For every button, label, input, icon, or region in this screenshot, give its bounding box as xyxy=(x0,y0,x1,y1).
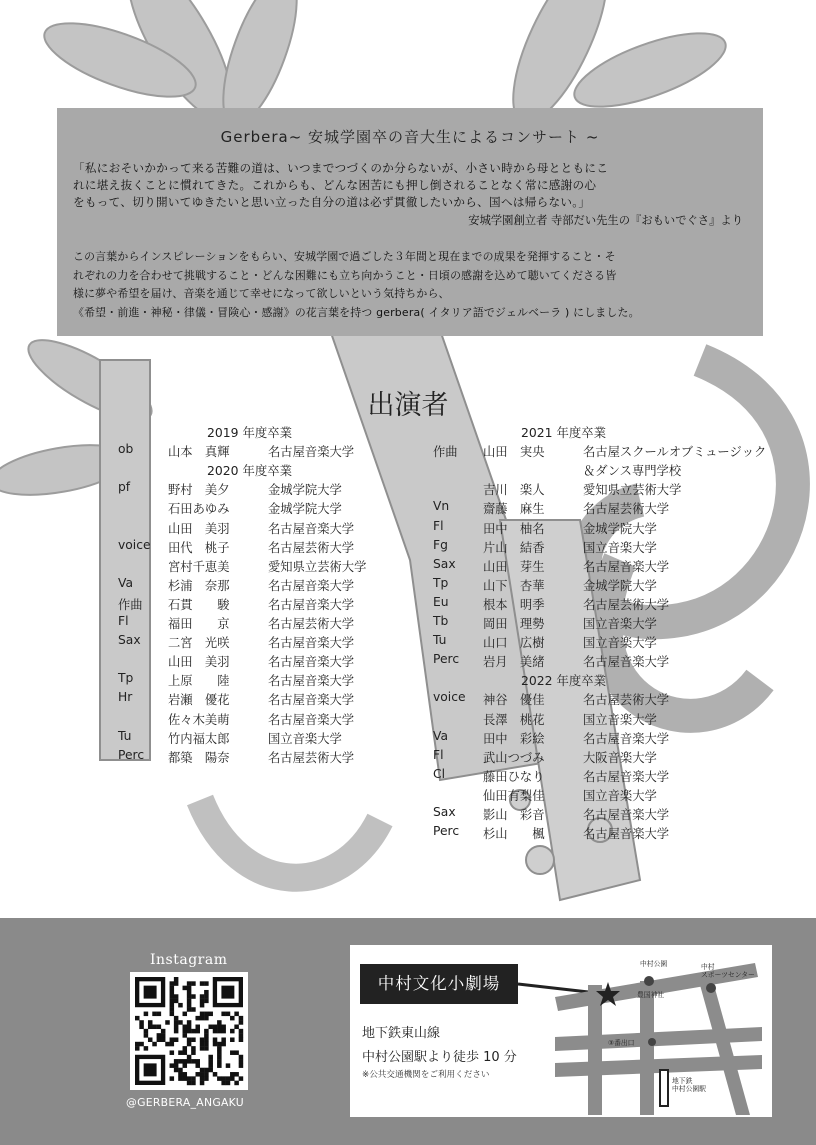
cast-name: 石貫 駿 xyxy=(168,597,230,612)
concept-line: この言葉からインスピレーションをもらい、安城学園で過ごした３年間と現在までの成果を発揮すること・そ xyxy=(73,250,616,263)
sports-center-marker-icon xyxy=(706,983,716,993)
cast-school: 名古屋芸術大学 xyxy=(583,597,670,612)
cast-name: 山口 広樹 xyxy=(483,636,545,651)
concept-line: れぞれの力を合わせて挑戦すること・どんな困難にも立ち向かうこと・日頃の感謝を込めて聴いてくださる皆 xyxy=(73,268,617,282)
cast-row xyxy=(118,729,418,747)
cast-school: 名古屋音楽大学 xyxy=(268,521,355,536)
graduation-year-heading: 2019 年度卒業 xyxy=(207,425,293,440)
cast-school: 金城学院大学 xyxy=(268,483,342,498)
concept-line: 《希望・前進・神秘・律儀・冒険心・感謝》の花言葉を持つ gerbera( イタリア語でジェルベーラ ) にしました。 xyxy=(73,305,640,319)
cast-row xyxy=(118,748,418,766)
cast-name: 二宮 光咲 xyxy=(168,636,230,651)
cast-name: 福田 京 xyxy=(168,617,230,631)
cast-instrument: Cl xyxy=(433,766,446,781)
exit-marker-icon xyxy=(648,1038,656,1046)
cast-school: 国立音楽大学 xyxy=(268,731,342,746)
cast-instrument: 作曲 xyxy=(433,445,458,460)
cast-name: 岩瀬 優花 xyxy=(168,693,230,708)
cast-name: 田中 柚名 xyxy=(483,521,545,536)
cast-instrument: Perc xyxy=(118,747,145,762)
cast-instrument: Eu xyxy=(433,594,449,609)
cast-school: 名古屋スクールオブミュージック xyxy=(583,445,767,460)
map-label-sports-center: 中村 スポーツセンター xyxy=(701,963,755,979)
cast-school: 名古屋音楽大学 xyxy=(268,693,355,708)
cast-name: 長澤 桃花 xyxy=(483,712,545,727)
cast-instrument: Sax xyxy=(433,556,456,571)
cast-school: 名古屋音楽大学 xyxy=(583,559,670,574)
cast-row xyxy=(118,710,418,728)
quote-line: 「私におそいかかって来る苦難の道は、いつまでつづくのか分らないが、小さい時から母とともにこ xyxy=(73,161,609,175)
cast-row xyxy=(433,519,763,537)
cast-school: 名古屋芸術大学 xyxy=(583,502,670,517)
cast-instrument: Fl xyxy=(433,747,444,762)
cast-school: 名古屋芸術大学 xyxy=(268,540,355,555)
graduation-year-heading: 2021 年度卒業 xyxy=(521,425,607,440)
cast-school: 名古屋音楽大学 xyxy=(583,655,670,670)
cast-row xyxy=(118,633,418,651)
cast-instrument: Vn xyxy=(433,499,450,514)
cast-instrument: Perc xyxy=(433,824,460,839)
cast-school: 国立音楽大学 xyxy=(583,712,657,727)
cast-school: ＆ダンス専門学校 xyxy=(583,464,682,479)
cast-row xyxy=(118,576,418,594)
cast-name: 田中 彩絵 xyxy=(483,731,545,746)
graduation-year-heading: 2022 年度卒業 xyxy=(521,673,607,689)
cast-instrument: Tu xyxy=(433,633,447,648)
cast-school: 金城学院大学 xyxy=(583,578,657,593)
cast-name: 竹内福太郎 xyxy=(168,731,230,746)
cast-school: 金城学院大学 xyxy=(583,521,657,536)
concept-text xyxy=(73,248,753,322)
cast-instrument: Tp xyxy=(433,575,449,590)
cast-school: 名古屋芸術大学 xyxy=(583,693,670,708)
cast-row xyxy=(433,805,763,823)
cast-row xyxy=(433,824,763,842)
cast-row xyxy=(118,557,418,575)
cast-name: 石田あゆみ xyxy=(168,502,230,517)
cast-row xyxy=(433,767,763,785)
cast-instrument: Fl xyxy=(433,518,444,533)
quote-line: れに堪え抜くことに慣れてきた。これからも、どんな困苦にも押し倒されることなく常に感謝の心 xyxy=(73,178,597,192)
cast-school: 名古屋音楽大学 xyxy=(268,597,355,612)
cast-name: 岡田 理勢 xyxy=(483,617,545,631)
cast-school: 名古屋音楽大学 xyxy=(268,655,355,670)
cast-instrument: Perc xyxy=(433,652,460,667)
cast-instrument: Va xyxy=(118,575,133,590)
cast-name: 佐々木美萌 xyxy=(168,712,230,727)
cast-row xyxy=(118,652,418,670)
access-line: 地下鉄東山線 xyxy=(362,1026,441,1041)
cast-row xyxy=(433,748,763,766)
map-label-station: 地下鉄 中村公園駅 xyxy=(672,1077,706,1093)
cast-row xyxy=(118,519,418,537)
cast-row xyxy=(433,461,763,479)
cast-row xyxy=(118,480,418,498)
cast-instrument: voice xyxy=(433,690,466,705)
cast-instrument: Sax xyxy=(433,805,456,819)
cast-name: 山下 杏華 xyxy=(483,578,545,593)
cast-name: 山田 芽生 xyxy=(483,559,545,574)
concept-line: 様に夢や希望を届け、音楽を通じて幸せになって欲しいという気持ちから、 xyxy=(73,287,450,301)
cast-school: 金城学院大学 xyxy=(268,502,342,517)
cast-name: 仙田有梨佳 xyxy=(483,788,545,803)
cast-heading: 出演者 xyxy=(367,390,449,421)
cast-instrument: ob xyxy=(118,442,134,457)
cast-row xyxy=(118,442,418,460)
cast-row xyxy=(433,633,763,651)
instagram-handle: @GERBERA_ANGAKU xyxy=(126,1096,244,1109)
cast-row xyxy=(433,710,763,728)
venue-name: 中村文化小劇場 xyxy=(360,964,518,1004)
cast-name: 武山つづみ xyxy=(483,750,545,765)
cast-row xyxy=(433,786,763,804)
cast-instrument: Tb xyxy=(433,614,449,628)
cast-instrument: voice xyxy=(118,537,151,552)
cast-school: 愛知県立芸術大学 xyxy=(583,483,682,498)
cast-school: 大阪音楽大学 xyxy=(583,750,657,765)
cast-name: 山田 美羽 xyxy=(168,521,230,536)
cast-instrument: Va xyxy=(433,728,448,743)
cast-name: 影山 彩音 xyxy=(483,808,545,822)
qr-code-icon xyxy=(130,972,248,1090)
cast-row xyxy=(118,614,418,632)
cast-instrument: Tu xyxy=(118,728,132,743)
cast-name: 山田 美羽 xyxy=(168,655,230,670)
instagram-label: Instagram xyxy=(150,952,228,968)
cast-school: 名古屋音楽大学 xyxy=(583,769,670,784)
quote-source: 安城学園創立者 寺部だい先生の『おもいでぐさ』より xyxy=(468,214,743,227)
cast-row xyxy=(118,690,418,708)
cast-school: 名古屋音楽大学 xyxy=(268,712,355,727)
map-label-exit: ③番出口 xyxy=(608,1039,635,1047)
cast-name: 杉山 楓 xyxy=(483,827,545,842)
cast-name: 宮村千恵美 xyxy=(168,559,230,574)
cast-school: 名古屋芸術大学 xyxy=(268,750,355,765)
cast-school: 国立音楽大学 xyxy=(583,617,657,631)
cast-name: 杉浦 奈那 xyxy=(168,578,230,593)
cast-school: 名古屋音楽大学 xyxy=(583,731,670,746)
cast-name: 吉川 楽人 xyxy=(483,483,545,498)
cast-school: 名古屋音楽大学 xyxy=(583,808,670,822)
cast-school: 名古屋音楽大学 xyxy=(268,445,355,460)
cast-row xyxy=(118,595,418,613)
cast-name: 野村 美夕 xyxy=(168,483,230,498)
cast-school: 国立音楽大学 xyxy=(583,788,657,803)
quote-line: をもって、切り開いてゆきたいと思い立った自分の道は必ず貫徹したいから、国へは帰らない。」 xyxy=(73,195,591,209)
cast-instrument: 作曲 xyxy=(118,597,143,612)
cast-school: 名古屋音楽大学 xyxy=(268,674,355,689)
cast-school: 名古屋芸術大学 xyxy=(268,617,355,631)
cast-row xyxy=(433,557,763,575)
cast-school: 名古屋音楽大学 xyxy=(268,636,355,651)
cast-name: 都築 陽奈 xyxy=(168,750,230,765)
cast-instrument: Sax xyxy=(118,633,141,648)
cast-school: 愛知県立芸術大学 xyxy=(268,559,367,574)
cast-school: 名古屋音楽大学 xyxy=(583,827,670,842)
cast-row xyxy=(118,671,418,689)
graduation-year-heading: 2020 年度卒業 xyxy=(207,463,293,479)
cast-school: 国立音楽大学 xyxy=(583,540,657,555)
map-label-park: 中村公園 xyxy=(640,960,668,968)
founder-quote xyxy=(73,160,753,211)
cast-name: 岩月 美緒 xyxy=(483,655,545,670)
cast-name: 山本 真輝 xyxy=(168,445,230,460)
cast-instrument: Tp xyxy=(118,671,134,686)
station-icon xyxy=(660,1070,668,1106)
cast-row xyxy=(433,652,763,670)
access-note: ※公共交通機関をご利用ください xyxy=(362,1070,490,1080)
cast-instrument: Fg xyxy=(433,537,448,552)
cast-name: 神谷 優佳 xyxy=(483,693,545,708)
access-map-card xyxy=(350,945,772,1117)
intro-box xyxy=(57,108,763,336)
cast-row xyxy=(118,499,418,517)
cast-name: 田代 桃子 xyxy=(168,540,230,555)
cast-name: 齋藤 麻生 xyxy=(483,502,545,517)
cast-name: 藤田ひなり xyxy=(483,769,545,784)
concert-title: Gerbera~ 安城学園卒の音大生によるコンサート ~ xyxy=(220,128,600,146)
cast-name: 上原 陸 xyxy=(168,674,230,689)
cast-row xyxy=(433,538,763,556)
cast-school: 国立音楽大学 xyxy=(583,636,657,651)
cast-row xyxy=(433,729,763,747)
cast-name: 片山 結香 xyxy=(483,540,545,555)
cast-school: 名古屋音楽大学 xyxy=(268,578,355,593)
cast-instrument: Fl xyxy=(118,614,129,628)
cast-instrument: pf xyxy=(118,480,131,495)
cast-row xyxy=(433,595,763,613)
cast-row xyxy=(433,614,763,632)
access-line: 中村公園駅より徒歩 10 分 xyxy=(362,1050,517,1065)
cast-name: 山田 実央 xyxy=(483,445,545,460)
instagram-qr-code[interactable] xyxy=(130,972,248,1090)
cast-row xyxy=(433,690,763,708)
cast-name: 根本 明季 xyxy=(483,597,545,612)
map-label-shrine: 豊国神社 xyxy=(637,991,665,999)
cast-row xyxy=(433,576,763,594)
cast-row xyxy=(118,538,418,556)
cast-row xyxy=(433,442,767,460)
cast-instrument: Hr xyxy=(118,690,133,705)
cast-row xyxy=(433,499,763,517)
cast-row xyxy=(433,480,763,498)
park-marker-icon xyxy=(644,976,654,986)
